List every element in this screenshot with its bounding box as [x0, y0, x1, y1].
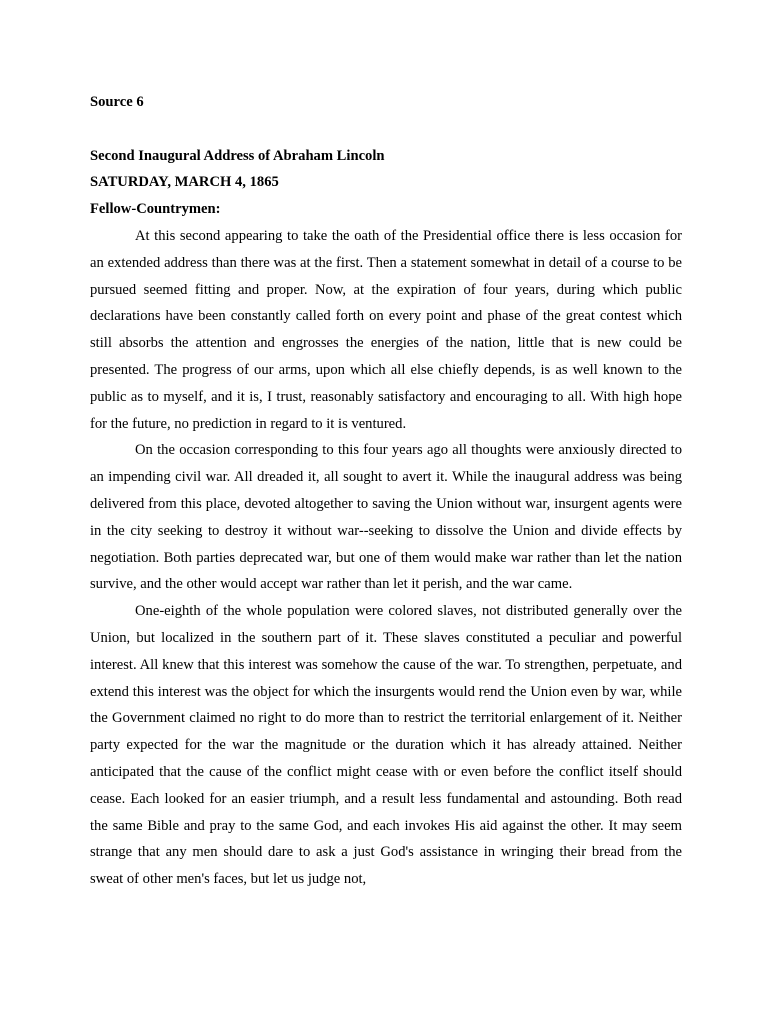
paragraph-1: At this second appearing to take the oath of the Presidential office there is less occasion for an extended address than there was at the first. Then a statement somewhat in detail of a course to be pursued seemed fitting and proper. Now, at the expiration of four years, during which public declarations have been constantly called forth on every point and phase of the great contest which still absorbs the attention and engrosses the energies of the nation, little that is new could be presented. The progress of our arms, upon which all else chiefly depends, is as well known to the public as to myself, and it is, I trust, reasonably satisfactory and encouraging to all. With high hope for the future, no prediction in regard to it is ventured.	[90, 227, 682, 432]
document-date: SATURDAY, MARCH 4, 1865	[90, 174, 279, 191]
paragraph-2: On the occasion corresponding to this four years ago all thoughts were anxiously directed to an impending civil war. All dreaded it, all sought to avert it. While the inaugural address was being delivered from this place, devoted altogether to saving the Union without war, insurgent agents were in the city seeking to destroy it without war--seeking to dissolve the Union and divide effects by negotiation. Both parties deprecated war, but one of them would make war rather than let the nation survive, and the other would accept war rather than let it perish, and the war came.	[90, 442, 682, 593]
source-label: Source 6	[90, 94, 144, 110]
document-title: Second Inaugural Address of Abraham Lincoln	[90, 147, 385, 164]
paragraph-3: One-eighth of the whole population were colored slaves, not distributed generally over the Union, but localized in the southern part of it. These slaves constituted a peculiar and powerful interest. All knew that this interest was somehow the cause of the war. To strengthen, perpetuate, and extend this interest was the object for which the insurgents would rend the Union even by war, while the Government claimed no right to do more than to restrict the territorial enlargement of it. Neither party expected for the war the magnitude or the duration which it has already attained. Neither anticipated that the cause of the conflict might cease with or even before the conflict itself should cease. Each looked for an easier triumph, and a result less fundamental and astounding. Both read the same Bible and pray to the same God, and each invokes His aid against the other. It may seem strange that any men should dare to ask a just God's assistance in wringing their bread from the sweat of other men's faces, but let us judge not,	[90, 603, 682, 888]
document-body	[90, 89, 682, 893]
salutation: Fellow-Countrymen:	[90, 201, 221, 218]
